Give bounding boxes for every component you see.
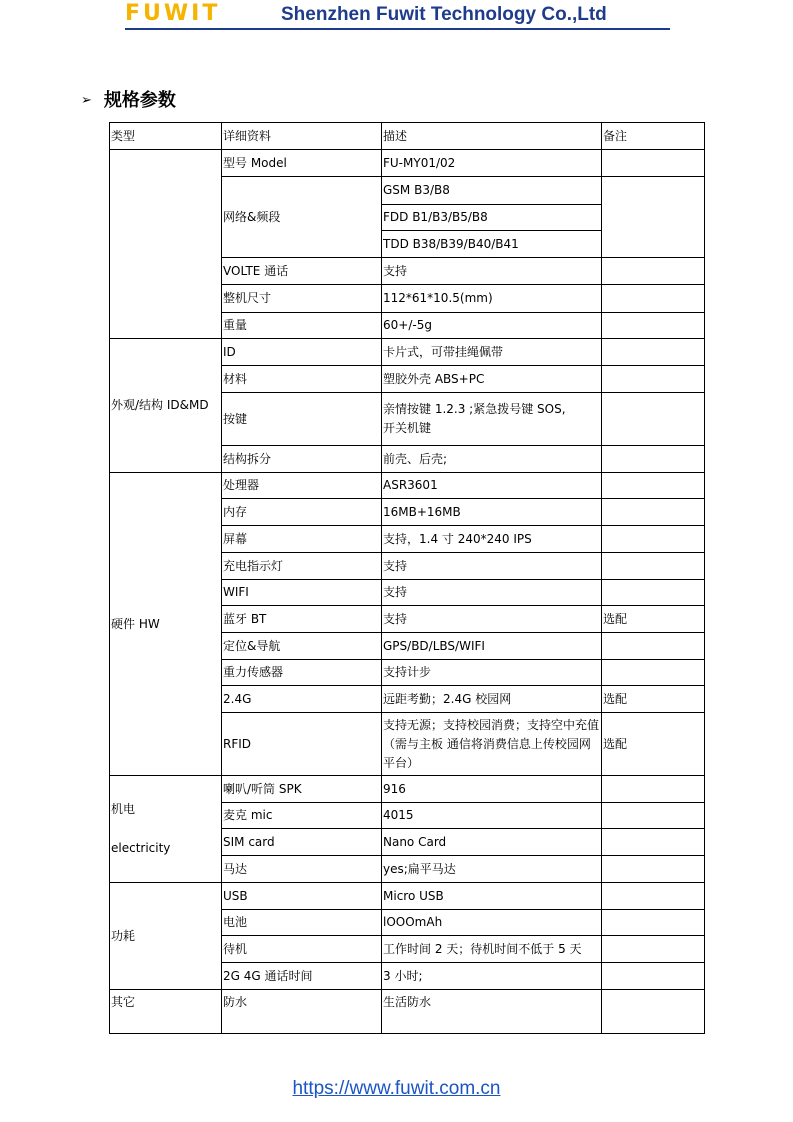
desc-cell: Nano Card	[382, 829, 602, 856]
desc-cell: GSM B3/B8	[382, 177, 602, 205]
desc-cell: yes;扁平马达	[382, 856, 602, 883]
desc-cell: 支持	[382, 606, 602, 633]
item-cell: 材料	[222, 366, 382, 393]
item-cell: SIM card	[222, 829, 382, 856]
category-electrical	[110, 776, 222, 883]
desc-cell: 支持	[382, 258, 602, 285]
note-cell	[602, 473, 705, 499]
category-hardware: 硬件 HW	[110, 473, 222, 776]
desc-cell: 前壳、后壳;	[382, 446, 602, 473]
item-cell: 蓝牙 BT	[222, 606, 382, 633]
item-cell: 2G 4G 通话时间	[222, 963, 382, 990]
note-cell	[602, 393, 705, 446]
company-name: Shenzhen Fuwit Technology Co.,Ltd	[281, 4, 607, 25]
note-cell	[602, 499, 705, 526]
note-cell	[602, 580, 705, 606]
desc-line: 亲情按键 1.2.3 ;紧急拨号键 SOS,	[383, 402, 566, 416]
note-cell	[602, 990, 705, 1034]
desc-cell: GPS/BD/LBS/WIFI	[382, 633, 602, 660]
desc-cell: Micro USB	[382, 883, 602, 910]
category-electrical-line: electricity	[111, 841, 171, 855]
note-cell	[602, 660, 705, 686]
section-title	[81, 86, 176, 112]
header-description: 描述	[382, 123, 602, 150]
header-type: 类型	[110, 123, 222, 150]
desc-cell: 4015	[382, 803, 602, 829]
table-row	[110, 339, 705, 366]
note-cell	[602, 313, 705, 339]
desc-cell: 支持，1.4 寸 240*240 IPS	[382, 526, 602, 553]
note-cell: 选配	[602, 713, 705, 776]
desc-cell: lOOOmAh	[382, 910, 602, 936]
table-row	[110, 776, 705, 803]
desc-cell: 生活防水	[382, 990, 602, 1034]
category-general	[110, 150, 222, 339]
page-header	[0, 0, 793, 30]
note-cell	[602, 177, 705, 258]
note-cell: 选配	[602, 686, 705, 713]
note-cell	[602, 633, 705, 660]
desc-cell: 卡片式，可带挂绳佩带	[382, 339, 602, 366]
item-cell: 网络&频段	[222, 177, 382, 258]
item-cell: 内存	[222, 499, 382, 526]
note-cell	[602, 285, 705, 313]
item-cell: 处理器	[222, 473, 382, 499]
category-appearance: 外观/结构 ID&MD	[110, 339, 222, 473]
desc-cell: 支持	[382, 580, 602, 606]
category-electrical-line: 机电	[111, 802, 136, 816]
note-cell	[602, 910, 705, 936]
item-cell: WIFI	[222, 580, 382, 606]
fuwit-logo: FUWIT	[125, 1, 221, 26]
table-row	[110, 473, 705, 499]
item-cell: 防水	[222, 990, 382, 1034]
note-cell	[602, 339, 705, 366]
desc-cell: 60+/-5g	[382, 313, 602, 339]
item-cell: 型号 Model	[222, 150, 382, 177]
desc-cell: TDD B38/B39/B40/B41	[382, 231, 602, 258]
arrow-bullet-icon: ➢	[81, 93, 92, 108]
note-cell	[602, 936, 705, 963]
desc-cell: FDD B1/B3/B5/B8	[382, 205, 602, 231]
note-cell	[602, 446, 705, 473]
desc-cell: 916	[382, 776, 602, 803]
item-cell: 麦克 mic	[222, 803, 382, 829]
item-cell: VOLTE 通话	[222, 258, 382, 285]
item-cell: 定位&导航	[222, 633, 382, 660]
category-power: 功耗	[110, 883, 222, 990]
item-cell: 整机尺寸	[222, 285, 382, 313]
desc-cell: 3 小时;	[382, 963, 602, 990]
category-other: 其它	[110, 990, 222, 1034]
desc-cell	[382, 393, 602, 446]
item-cell: RFID	[222, 713, 382, 776]
item-cell: 结构拆分	[222, 446, 382, 473]
desc-cell: 支持计步	[382, 660, 602, 686]
website-link[interactable]: https://www.fuwit.com.cn	[292, 1078, 501, 1099]
desc-cell: 工作时间 2 天；待机时间不低于 5 天	[382, 936, 602, 963]
table-row	[110, 150, 705, 177]
item-cell: 2.4G	[222, 686, 382, 713]
note-cell	[602, 258, 705, 285]
table-header-row	[110, 123, 705, 150]
desc-line: 支持无源；支持校园消费；支持空中充值	[383, 717, 600, 732]
note-cell	[602, 803, 705, 829]
note-cell	[602, 526, 705, 553]
note-cell	[602, 553, 705, 580]
item-cell: 重力传感器	[222, 660, 382, 686]
desc-cell: 112*61*10.5(mm)	[382, 285, 602, 313]
table-row	[110, 883, 705, 910]
item-cell: USB	[222, 883, 382, 910]
note-cell	[602, 150, 705, 177]
desc-cell: 塑胶外壳 ABS+PC	[382, 366, 602, 393]
item-cell: ID	[222, 339, 382, 366]
desc-line: （需与主板 通信将消费信息上传校园网	[383, 736, 591, 751]
header-underline	[125, 28, 670, 30]
note-cell	[602, 829, 705, 856]
desc-cell: ASR3601	[382, 473, 602, 499]
note-cell	[602, 366, 705, 393]
desc-line: 开关机键	[383, 421, 432, 435]
desc-cell: 支持	[382, 553, 602, 580]
desc-cell: 远距考勤；2.4G 校园网	[382, 686, 602, 713]
note-cell: 选配	[602, 606, 705, 633]
item-cell: 马达	[222, 856, 382, 883]
desc-line: 平台）	[383, 755, 420, 770]
note-cell	[602, 776, 705, 803]
section-title-text: 规格参数	[103, 90, 176, 111]
note-cell	[602, 883, 705, 910]
item-cell: 待机	[222, 936, 382, 963]
note-cell	[602, 856, 705, 883]
item-cell: 喇叭/听筒 SPK	[222, 776, 382, 803]
item-cell: 充电指示灯	[222, 553, 382, 580]
desc-cell: 16MB+16MB	[382, 499, 602, 526]
item-cell: 屏幕	[222, 526, 382, 553]
spec-table	[109, 122, 705, 1034]
item-cell: 按键	[222, 393, 382, 446]
header-note: 备注	[602, 123, 705, 150]
desc-cell	[382, 713, 602, 776]
note-cell	[602, 963, 705, 990]
item-cell: 电池	[222, 910, 382, 936]
item-cell: 重量	[222, 313, 382, 339]
table-row	[110, 990, 705, 1034]
desc-cell: FU-MY01/02	[382, 150, 602, 177]
header-detail: 详细资料	[222, 123, 382, 150]
